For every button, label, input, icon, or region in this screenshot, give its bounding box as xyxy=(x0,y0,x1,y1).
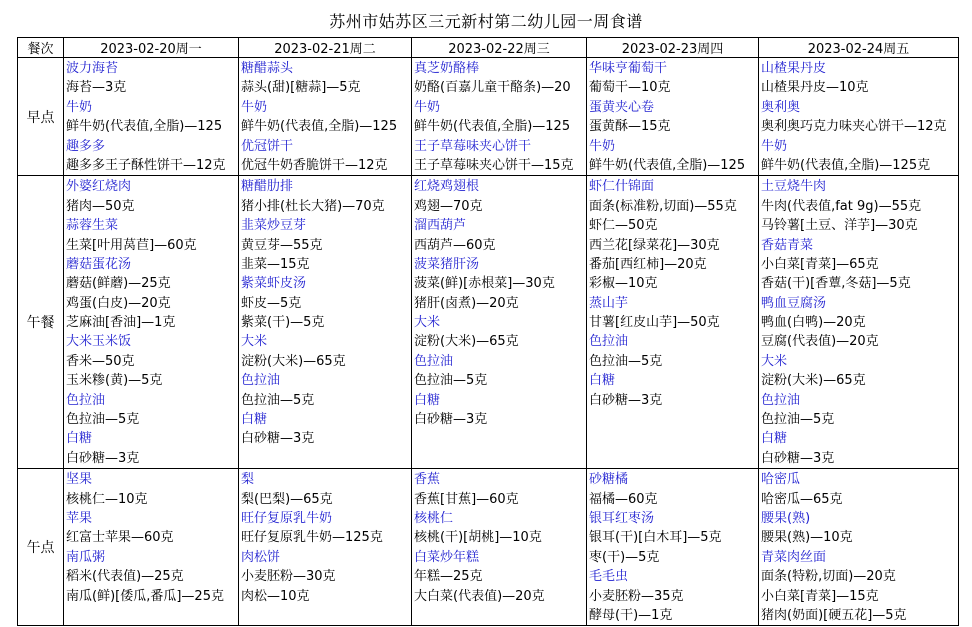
dish-name: 牛奶 xyxy=(241,99,268,115)
dish-name: 蘑菇蛋花汤 xyxy=(66,256,132,272)
ingredient-line: 色拉油—5克 xyxy=(414,373,488,389)
meal-label: 早点 xyxy=(18,58,64,176)
dish-name: 华味亨葡萄干 xyxy=(589,61,668,76)
ingredient-line: 西兰花[绿菜花]—30克 xyxy=(589,237,720,253)
meal-row-afternoon-snack xyxy=(18,469,959,626)
day-header-tue: 2023-02-21周二 xyxy=(239,38,412,58)
ingredient-line: 色拉油—5克 xyxy=(66,412,140,428)
dish-name: 糖醋肋排 xyxy=(241,179,294,195)
dish-name: 土豆烧牛肉 xyxy=(761,179,827,195)
ingredient-line: 银耳(干)[白木耳]—5克 xyxy=(589,530,722,546)
ingredient-line: 奥利奥巧克力味夹心饼干—12克 xyxy=(761,119,947,135)
page-title: 苏州市姑苏区三元新村第二幼儿园一周食谱 xyxy=(329,12,643,31)
dish-name: 牛奶 xyxy=(589,138,616,154)
ingredient-line: 鸡蛋(白皮)—20克 xyxy=(66,295,171,311)
ingredient-line: 稻米(代表值)—25克 xyxy=(66,569,184,585)
ingredient-line: 韭菜—15克 xyxy=(241,256,310,272)
ingredient-line: 鲜牛奶(代表值,全脂)—125 xyxy=(414,119,571,135)
dish-name: 旺仔复原乳牛奶 xyxy=(241,510,333,526)
menu-cell xyxy=(412,176,587,469)
day-header-fri: 2023-02-24周五 xyxy=(759,38,959,58)
ingredient-line: 淀粉(大米)—65克 xyxy=(414,334,519,350)
ingredient-line: 小麦胚粉—35克 xyxy=(589,588,684,604)
meal-label: 午餐 xyxy=(18,176,64,469)
ingredient-line: 红富士苹果—60克 xyxy=(66,530,174,546)
ingredient-line: 蒜头(甜)[糖蒜]—5克 xyxy=(241,80,361,96)
dish-name: 奥利奥 xyxy=(761,99,801,115)
ingredient-line: 白砂糖—3克 xyxy=(761,450,835,466)
ingredient-line: 玉米糁(黄)—5克 xyxy=(66,373,163,389)
ingredient-line: 猪小排(杜长大猪)—70克 xyxy=(241,198,385,214)
ingredient-line: 酵母(干)—1克 xyxy=(589,607,673,623)
ingredient-line: 蛋黄酥—15克 xyxy=(589,119,671,135)
ingredient-line: 王子草莓味夹心饼干—15克 xyxy=(414,157,574,173)
ingredient-line: 菠菜(鲜)[赤根菜]—30克 xyxy=(414,276,555,292)
dish-name: 王子草莓味夹心饼干 xyxy=(414,138,532,154)
ingredient-line: 小白菜[青菜]—15克 xyxy=(761,588,879,604)
dish-name: 色拉油 xyxy=(66,392,106,408)
ingredient-line: 猪肝(卤煮)—20克 xyxy=(414,295,519,311)
ingredient-line: 黄豆芽—55克 xyxy=(241,237,323,253)
dish-name: 外婆红烧肉 xyxy=(66,179,132,195)
dish-name: 趣多多 xyxy=(66,138,106,154)
ingredient-line: 白砂糖—3克 xyxy=(66,450,140,466)
ingredient-line: 香蕉[甘蕉]—60克 xyxy=(414,491,519,507)
ingredient-line: 紫菜(干)—5克 xyxy=(241,315,325,331)
dish-name: 鸭血豆腐汤 xyxy=(761,295,827,311)
dish-name: 波力海苔 xyxy=(66,61,119,76)
dish-name: 砂糖橘 xyxy=(589,472,629,488)
dish-name: 白糖 xyxy=(66,431,93,447)
ingredient-line: 牛肉(代表值,fat 9g)—55克 xyxy=(761,198,922,214)
dish-name: 哈密瓜 xyxy=(761,472,801,488)
ingredient-line: 生菜[叶用莴苣]—60克 xyxy=(66,237,197,253)
ingredient-line: 猪肉—50克 xyxy=(66,198,135,214)
dish-name: 大米 xyxy=(414,315,441,331)
menu-cell xyxy=(412,469,587,626)
header-row xyxy=(18,38,959,58)
ingredient-line: 梨(巴梨)—65克 xyxy=(241,491,333,507)
dish-name: 牛奶 xyxy=(66,99,93,115)
ingredient-line: 趣多多王子酥性饼干—12克 xyxy=(66,157,226,173)
dish-name: 色拉油 xyxy=(241,373,281,389)
ingredient-line: 哈密瓜—65克 xyxy=(761,491,843,507)
dish-name: 白糖 xyxy=(241,412,268,428)
ingredient-line: 西葫芦—60克 xyxy=(414,237,496,253)
dish-name: 大米 xyxy=(761,353,788,369)
menu-cell xyxy=(412,58,587,176)
dish-name: 香蕉 xyxy=(414,472,441,488)
ingredient-line: 腰果(熟)—10克 xyxy=(761,530,853,546)
dish-name: 银耳红枣汤 xyxy=(589,510,655,526)
dish-name: 蒜蓉生菜 xyxy=(66,218,119,234)
dish-name: 糖醋蒜头 xyxy=(241,61,294,76)
ingredient-line: 鸡翅—70克 xyxy=(414,198,483,214)
menu-cell xyxy=(587,469,759,626)
ingredient-line: 海苔—3克 xyxy=(66,80,127,96)
ingredient-line: 优冠牛奶香脆饼干—12克 xyxy=(241,157,388,173)
menu-cell xyxy=(759,58,959,176)
menu-cell xyxy=(587,176,759,469)
weekly-menu-table xyxy=(17,37,959,626)
dish-name: 肉松饼 xyxy=(241,549,281,565)
ingredient-line: 旺仔复原乳牛奶—125克 xyxy=(241,530,383,546)
dish-name: 色拉油 xyxy=(414,353,454,369)
ingredient-line: 色拉油—5克 xyxy=(589,353,663,369)
ingredient-line: 彩椒—10克 xyxy=(589,276,658,292)
menu-cell xyxy=(64,469,239,626)
ingredient-line: 白砂糖—3克 xyxy=(241,431,315,447)
meal-column-header: 餐次 xyxy=(18,38,64,58)
ingredient-line: 枣(干)—5克 xyxy=(589,549,660,565)
dish-name: 溜西葫芦 xyxy=(414,218,467,234)
ingredient-line: 鲜牛奶(代表值,全脂)—125克 xyxy=(761,157,931,173)
ingredient-line: 虾仁—50克 xyxy=(589,218,658,234)
ingredient-line: 香米—50克 xyxy=(66,353,135,369)
ingredient-line: 鲜牛奶(代表值,全脂)—125 xyxy=(589,157,746,173)
dish-name: 山楂果丹皮 xyxy=(761,61,827,76)
dish-name: 香菇青菜 xyxy=(761,237,814,253)
dish-name: 白糖 xyxy=(589,373,616,389)
dish-name: 优冠饼干 xyxy=(241,138,294,154)
ingredient-line: 猪肉(奶面)[硬五花]—5克 xyxy=(761,607,907,623)
ingredient-line: 核桃(干)[胡桃]—10克 xyxy=(414,530,542,546)
dish-name: 青菜肉丝面 xyxy=(761,549,827,565)
dish-name: 苹果 xyxy=(66,510,93,526)
meal-row-breakfast xyxy=(18,58,959,176)
dish-name: 色拉油 xyxy=(589,334,629,350)
ingredient-line: 福橘—60克 xyxy=(589,491,658,507)
ingredient-line: 大白菜(代表值)—20克 xyxy=(414,588,545,604)
dish-name: 真芝奶酪棒 xyxy=(414,61,480,76)
dish-name: 大米 xyxy=(241,334,268,350)
ingredient-line: 色拉油—5克 xyxy=(241,392,315,408)
dish-name: 红烧鸡翅根 xyxy=(414,179,480,195)
ingredient-line: 番茄[西红柿]—20克 xyxy=(589,256,707,272)
dish-name: 韭菜炒豆芽 xyxy=(241,218,307,234)
menu-cell xyxy=(239,176,412,469)
dish-name: 腰果(熟) xyxy=(761,510,811,526)
menu-cell xyxy=(239,469,412,626)
meal-row-lunch xyxy=(18,176,959,469)
ingredient-line: 甘薯[红皮山芋]—50克 xyxy=(589,315,720,331)
menu-cell xyxy=(759,469,959,626)
ingredient-line: 色拉油—5克 xyxy=(761,412,835,428)
ingredient-line: 小白菜[青菜]—65克 xyxy=(761,256,879,272)
dish-name: 蛋黄夹心卷 xyxy=(589,99,655,115)
ingredient-line: 鲜牛奶(代表值,全脂)—125 xyxy=(241,119,398,135)
ingredient-line: 豆腐(代表值)—20克 xyxy=(761,334,879,350)
ingredient-line: 香菇(干)[香蕈,冬菇]—5克 xyxy=(761,276,911,292)
ingredient-line: 肉松—10克 xyxy=(241,588,310,604)
dish-name: 坚果 xyxy=(66,472,93,488)
day-header-thu: 2023-02-23周四 xyxy=(587,38,759,58)
ingredient-line: 淀粉(大米)—65克 xyxy=(241,353,346,369)
dish-name: 菠菜猪肝汤 xyxy=(414,256,480,272)
dish-name: 白菜炒年糕 xyxy=(414,549,480,565)
menu-cell xyxy=(64,58,239,176)
dish-name: 蒸山芋 xyxy=(589,295,629,311)
dish-name: 毛毛虫 xyxy=(589,569,629,585)
ingredient-line: 鸭血(白鸭)—20克 xyxy=(761,315,866,331)
ingredient-line: 面条(特粉,切面)—20克 xyxy=(761,569,896,585)
ingredient-line: 淀粉(大米)—65克 xyxy=(761,373,866,389)
day-header-mon: 2023-02-20周一 xyxy=(64,38,239,58)
ingredient-line: 年糕—25克 xyxy=(414,569,483,585)
ingredient-line: 白砂糖—3克 xyxy=(589,392,663,408)
ingredient-line: 蘑菇(鲜蘑)—25克 xyxy=(66,276,171,292)
ingredient-line: 白砂糖—3克 xyxy=(414,412,488,428)
dish-name: 核桃仁 xyxy=(414,510,454,526)
ingredient-line: 芝麻油[香油]—1克 xyxy=(66,315,176,331)
ingredient-line: 面条(标准粉,切面)—55克 xyxy=(589,198,737,214)
ingredient-line: 虾皮—5克 xyxy=(241,295,302,311)
dish-name: 大米玉米饭 xyxy=(66,334,132,350)
menu-cell xyxy=(64,176,239,469)
dish-name: 紫菜虾皮汤 xyxy=(241,276,307,292)
ingredient-line: 山楂果丹皮—10克 xyxy=(761,80,869,96)
dish-name: 色拉油 xyxy=(761,392,801,408)
menu-cell xyxy=(239,58,412,176)
dish-name: 牛奶 xyxy=(761,138,788,154)
day-header-wed: 2023-02-22周三 xyxy=(412,38,587,58)
menu-cell xyxy=(759,176,959,469)
ingredient-line: 葡萄干—10克 xyxy=(589,80,671,96)
ingredient-line: 南瓜(鲜)[倭瓜,番瓜]—25克 xyxy=(66,588,224,604)
dish-name: 南瓜粥 xyxy=(66,549,106,565)
ingredient-line: 鲜牛奶(代表值,全脂)—125 xyxy=(66,119,223,135)
ingredient-line: 核桃仁—10克 xyxy=(66,491,148,507)
meal-label: 午点 xyxy=(18,469,64,626)
ingredient-line: 奶酪(百嘉儿童干酪条)—20 xyxy=(414,80,571,96)
ingredient-line: 小麦胚粉—30克 xyxy=(241,569,336,585)
dish-name: 梨 xyxy=(241,472,255,488)
dish-name: 白糖 xyxy=(414,392,441,408)
dish-name: 牛奶 xyxy=(414,99,441,115)
dish-name: 虾仁什锦面 xyxy=(589,179,655,195)
ingredient-line: 马铃薯[土豆、洋芋]—30克 xyxy=(761,218,918,234)
dish-name: 白糖 xyxy=(761,431,788,447)
menu-cell xyxy=(587,58,759,176)
